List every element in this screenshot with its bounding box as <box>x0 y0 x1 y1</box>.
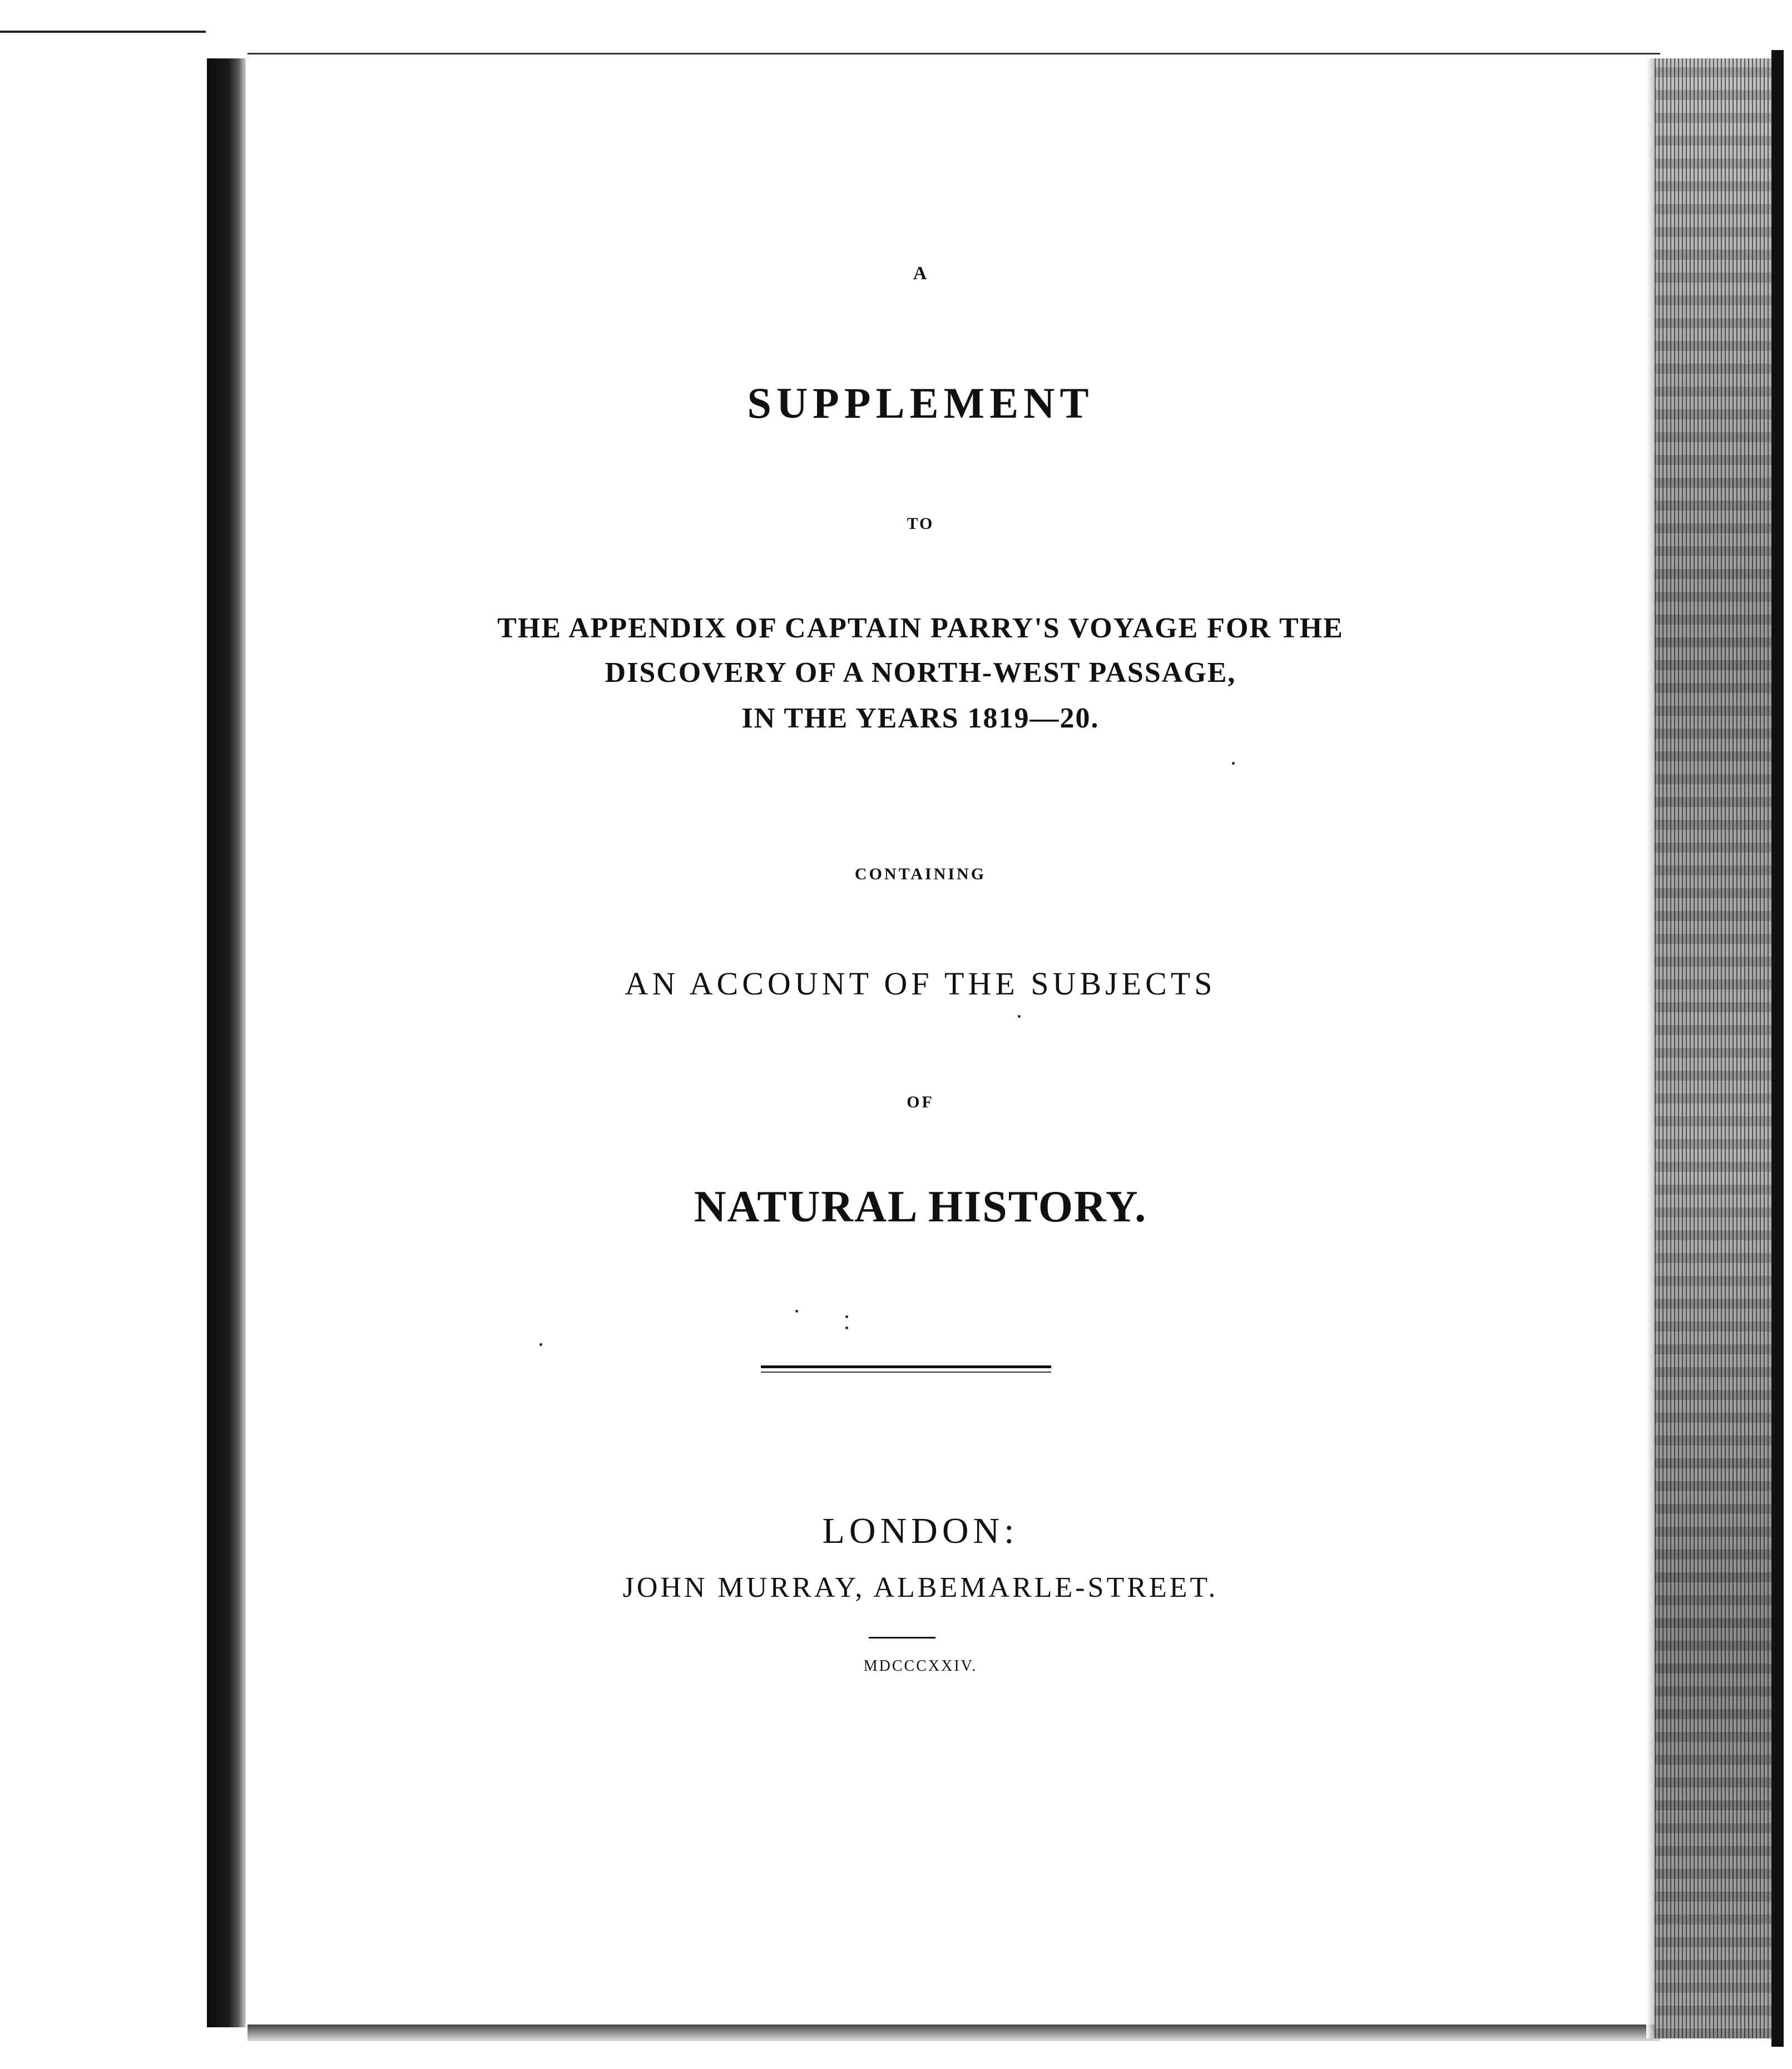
divider-rule <box>761 1365 1051 1368</box>
scan-speck <box>1232 762 1235 765</box>
scan-speck <box>795 1310 798 1313</box>
imprint-publisher: JOHN MURRAY, ALBEMARLE-STREET. <box>622 1572 1219 1603</box>
of-label: OF <box>907 1093 934 1111</box>
subtitle-line-3: IN THE YEARS 1819—20. <box>741 702 1100 734</box>
title-connector: TO <box>907 514 934 533</box>
imprint-rule <box>869 1637 935 1639</box>
title-article: A <box>913 263 928 284</box>
containing-label: CONTAINING <box>854 865 987 883</box>
book-gutter <box>207 58 246 2027</box>
page-bottom-edge <box>247 2025 1660 2041</box>
scan-speck <box>539 1343 542 1346</box>
subject-title: NATURAL HISTORY. <box>694 1182 1147 1231</box>
subtitle-line-2: DISCOVERY OF A NORTH-WEST PASSAGE, <box>605 657 1236 689</box>
main-title: SUPPLEMENT <box>747 379 1094 427</box>
marbled-page-edges <box>1655 58 1771 2038</box>
scan-speck <box>845 1315 848 1318</box>
scan-speck <box>845 1326 848 1329</box>
book-cover-edge <box>1771 50 1784 2047</box>
account-line: AN ACCOUNT OF THE SUBJECTS <box>625 966 1216 1002</box>
scan-speck <box>1018 1015 1021 1018</box>
facing-left-page <box>0 31 206 2069</box>
subtitle-line-1: THE APPENDIX OF CAPTAIN PARRY'S VOYAGE FOR THE <box>497 612 1344 644</box>
imprint-year: MDCCCXXIV. <box>863 1657 978 1675</box>
divider-rule-thin <box>761 1372 1051 1373</box>
imprint-city: LONDON: <box>822 1511 1019 1551</box>
title-page <box>247 53 1660 2026</box>
